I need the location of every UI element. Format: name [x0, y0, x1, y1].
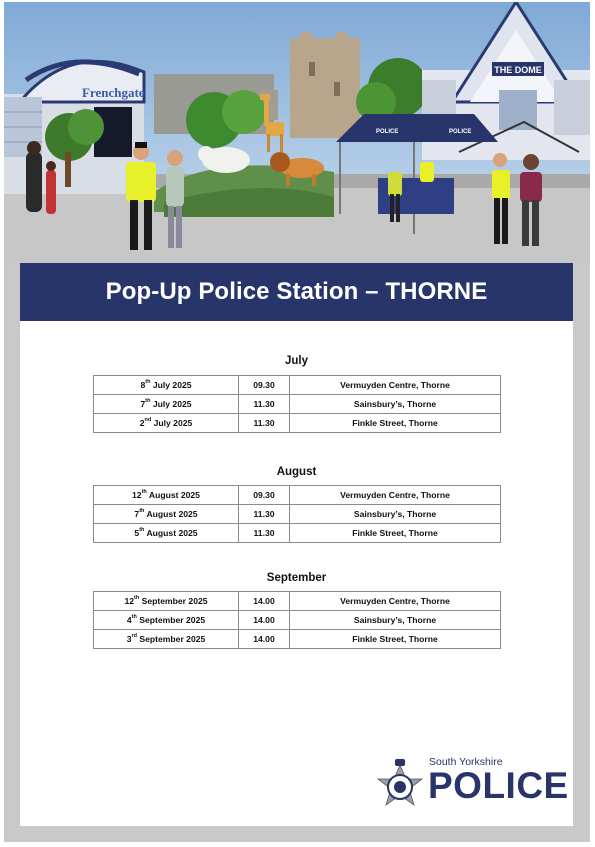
date-cell: 8th July 2025	[94, 376, 239, 395]
date-cell: 5th August 2025	[94, 524, 239, 543]
time-cell: 11.30	[239, 505, 290, 524]
time-cell: 14.00	[239, 630, 290, 649]
time-cell: 11.30	[239, 395, 290, 414]
table-row	[94, 524, 501, 543]
time-cell: 14.00	[239, 611, 290, 630]
logo-region-text: South Yorkshire	[429, 756, 503, 768]
month-heading-august: August	[276, 466, 317, 478]
dome-sign: THE DOME	[494, 65, 542, 75]
month-heading-september: September	[266, 572, 327, 584]
location-cell: Finkle Street, Thorne	[290, 630, 501, 649]
location-cell: Finkle Street, Thorne	[290, 524, 501, 543]
schedule-table-september	[93, 591, 501, 649]
schedule-table-august	[93, 485, 501, 543]
time-cell: 11.30	[239, 524, 290, 543]
date-cell: 12th August 2025	[94, 486, 239, 505]
schedule-table-july	[93, 375, 501, 433]
location-cell: Vermuyden Centre, Thorne	[290, 376, 501, 395]
logo-police-wordmark: POLICE	[428, 765, 569, 806]
gazebo-label-right: POLICE	[449, 129, 472, 135]
table-row	[94, 505, 501, 524]
page-title: Pop-Up Police Station – THORNE	[105, 278, 488, 305]
date-cell: 3rd September 2025	[94, 630, 239, 649]
location-cell: Vermuyden Centre, Thorne	[290, 486, 501, 505]
date-cell: 7th July 2025	[94, 395, 239, 414]
table-row	[94, 376, 501, 395]
date-cell: 7th August 2025	[94, 505, 239, 524]
date-cell: 4th September 2025	[94, 611, 239, 630]
table-row	[94, 630, 501, 649]
hero-illustration	[4, 2, 590, 264]
time-cell: 09.30	[239, 486, 290, 505]
table-row	[94, 414, 501, 433]
time-cell: 11.30	[239, 414, 290, 433]
gazebo-label-left: POLICE	[376, 129, 399, 135]
table-row	[94, 486, 501, 505]
date-cell: 2nd July 2025	[94, 414, 239, 433]
date-cell: 12th September 2025	[94, 592, 239, 611]
table-row	[94, 592, 501, 611]
title-banner	[20, 263, 573, 321]
location-cell: Finkle Street, Thorne	[290, 414, 501, 433]
location-cell: Sainsbury’s, Thorne	[290, 395, 501, 414]
table-row	[94, 395, 501, 414]
month-heading-july: July	[284, 355, 308, 367]
time-cell: 09.30	[239, 376, 290, 395]
location-cell: Vermuyden Centre, Thorne	[290, 592, 501, 611]
frenchgate-sign: Frenchgate	[82, 85, 145, 100]
time-cell: 14.00	[239, 592, 290, 611]
table-row	[94, 611, 501, 630]
location-cell: Sainsbury’s, Thorne	[290, 505, 501, 524]
location-cell: Sainsbury’s, Thorne	[290, 611, 501, 630]
